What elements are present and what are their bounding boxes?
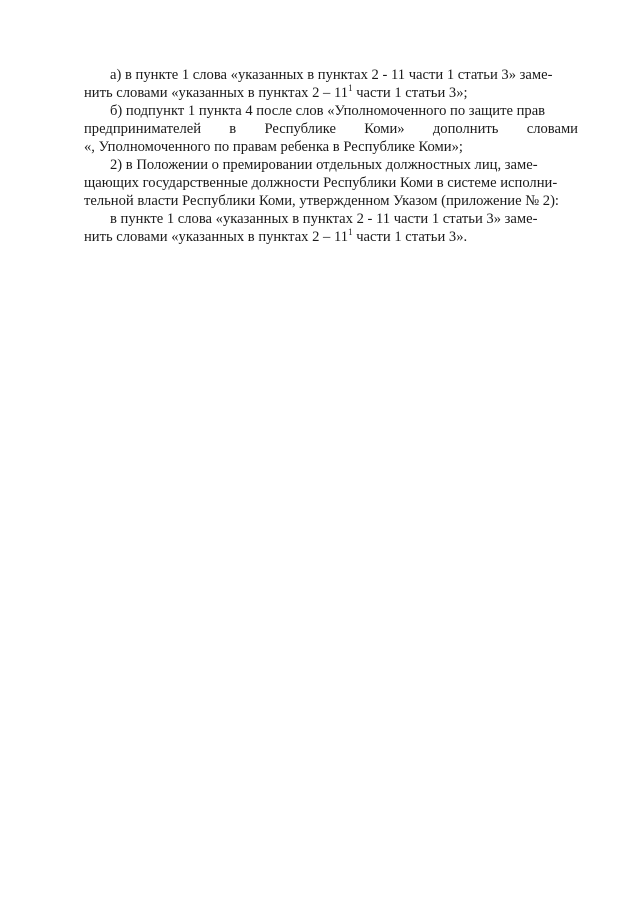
spread-word: в [229,121,237,137]
superscript-marker: 1 [348,83,353,93]
paragraph-a [84,66,578,102]
spread-word: Республике [264,121,336,137]
paragraph-a-line-1: а) в пункте 1 слова «указанных в пунктах 2 - 11 части 1 статьи 3» заме- [110,67,553,83]
paragraph-b-line-3: «, Уполномоченного по правам ребенка в Республике Коми»; [84,139,463,155]
paragraph-point-1-line-2-tail: части 1 статьи 3». [352,229,468,245]
spread-word: Коми» [364,121,405,137]
paragraph-2 [84,156,578,210]
paragraph-point-1-line-2-text: нить словами «указанных в пунктах 2 – 11 [84,229,349,245]
paragraph-2-line-1: 2) в Положении о премировании отдельных должностных лиц, заме- [110,157,538,173]
paragraph-b [84,102,578,156]
paragraph-b-line-1: б) подпункт 1 пункта 4 после слов «Уполномоченного по защите прав [110,103,546,119]
spread-word: предпринимателей [84,121,202,137]
paragraph-a-line-2 [84,84,578,102]
paragraph-point-1-line-2 [84,228,578,246]
spread-word: словами [526,121,578,137]
paragraph-b-line-2 [84,120,578,138]
spread-word: дополнить [432,121,499,137]
paragraph-2-line-2: щающих государственные должности Республики Коми в системе исполни- [84,175,558,191]
paragraph-a-line-2-text: нить словами «указанных в пунктах 2 – 11 [84,85,349,101]
document-body [84,66,578,246]
paragraph-point-1-line-1: в пункте 1 слова «указанных в пунктах 2 - 11 части 1 статьи 3» заме- [110,211,538,227]
paragraph-point-1 [84,210,578,246]
paragraph-a-line-2-tail: части 1 статьи 3»; [352,85,468,101]
superscript-marker: 1 [348,227,353,237]
paragraph-2-line-3: тельной власти Республики Коми, утвержденном Указом (приложение № 2): [84,193,559,209]
